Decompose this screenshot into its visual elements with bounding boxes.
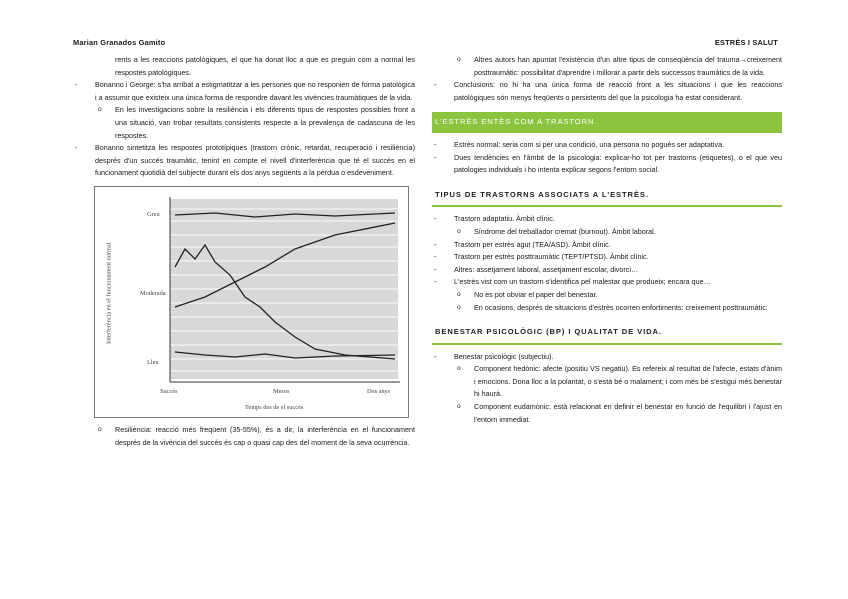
figure-xlabel: Temps des de el succés [245,403,304,411]
bullet-stress-as-disorder: - L'estrès vist com un trastorn s'identifica pel malestar que produeix; encara que… [432,276,782,289]
subbullet-resilience: o Resiliència: reacció més freqüent (35-55%), és a dir, la interferència en el funcionament després de la vivència del succés és cap o quasi cap des del moment de la seva ocurrència. [73,424,415,449]
figure-ylevel-moderate: Moderada [140,289,166,297]
bullet-adaptive-disorder: - Trastorn adaptatiu. Àmbit clínic. [432,213,782,226]
bullet-conclusions: - Conclusions: no hi ha una única forma de reacció front a les situacions i que les reaccions patològiques són menys freqüents o persistents del que la psicologia ha estat considerant. [432,79,782,104]
response-trajectories-figure [94,186,409,418]
bullet-others: - Altres: assetjament laboral, assetjament escolar, divorci… [432,264,782,277]
bullet-two-tendencies: - Dues tendències en l'àmbit de la psicologia: explicar-ho tot per trastorns (etiquetes), o el que veu patologies individuals i ho intenta explicar segons l'entorn social. [432,152,782,177]
subbullet-investigations: o En les investigacions sobre la resiliència i els diferents tipus de respostes possibles front a una situació, van trobar resultats consistents respecte a la prevalença de cadascuna de les respostes. [73,104,415,142]
section-wellbeing: BENESTAR PSICOLÒGIC (BP) I QUALITAT DE VIDA. [432,322,782,345]
bullet-bonanno-george: - Bonanno i George: s'ha arribat a estigmatitzar a les persones que no responien de forma patològica i a assumir que existeix una única forma de respondre davant les vivències traumàtiques de la vida. [73,79,415,104]
intro-continuation: rents a les reaccions patològiques, el que ha donat lloc a que es preguin com a normal les respostes patològiques. [115,55,415,77]
subbullet-burnout: o Síndrome del treballador cremat (burnout). Àmbit laboral. [432,226,782,239]
bullet-bonanno-synthesis: - Bonanno sintetitza les respostes prototípiques (trastorn crònic, retardat, recuperació i resiliència) després d'un succés traumàtic, tenint en compte el nivell d'interferència que té el succés en el funcionament quotidià del subjecte durant els dos anys següents a la pèrdua o esdeveniment. [73,142,415,180]
subbullet-strengthening: o En ocasions, després de situacions d'estrès ocorren enfortiments: creixement posttraumàtic. [432,302,782,315]
trajectories-chart [95,187,408,417]
section-disorder-types: TIPUS DE TRASTORNS ASSOCIATS A L'ESTRÈS. [432,185,782,208]
figure-xtick-months: Mesos [273,387,290,395]
left-column [73,54,415,449]
subbullet-hedonic: o Component hedònic: afecte (positiu VS negatiu). Es refereix al resultat de l'afecte, estats d'ànim i emocions. Dona lloc a la polaritat, o s'està bé o malament; i com més bé s'estigui més benestar hi haurà. [432,363,782,401]
subbullet-posttraumatic-growth: o Altres autors han apuntat l'existència d'un altre tipus de conseqüència del trauma→creixement posttraumàtic: possibilitat d'aprendre i millorar a partir dels successos traumàtics de la vida. [432,54,782,79]
bullet-normal-stress: - Estrès normal: seria com si per una condició, una persona no pogués ser adaptativa. [432,139,782,152]
figure-ylevel-severe: Greu [147,210,160,218]
bullet-acute-stress: - Trastorn per estrès agut (TEA/ASD). Àmbit clínic. [432,239,782,252]
figure-xtick-two-years: Dos anys [367,387,391,395]
right-column [432,54,782,426]
header-title: ESTRÈS I SALUT [714,38,778,47]
figure-ylabel: Interferència en el funcionament normal [105,242,113,344]
figure-ylevel-mild: Lleu [147,358,159,366]
subbullet-eudaimonic: o Component eudamònic: està relacionat en definir el benestar en funció de l'equilibri i l'ajust en l'entorn immediat. [432,401,782,426]
subbullet-wellbeing-role: o No es pot obviar el paper del benestar. [432,289,782,302]
section-stress-as-disorder: L'ESTRÈS ENTÈS COM A TRASTORN. [432,112,782,133]
bullet-ptsd: - Trastorn per estrès posttraumàtic (TEPT/PTSD). Àmbit clínic. [432,251,782,264]
header-author: Marian Granados Gamito [73,38,166,47]
bullet-psych-wellbeing: - Benestar psicològic (subjectiu). [432,351,782,364]
figure-xtick-event: Succés [160,387,178,395]
